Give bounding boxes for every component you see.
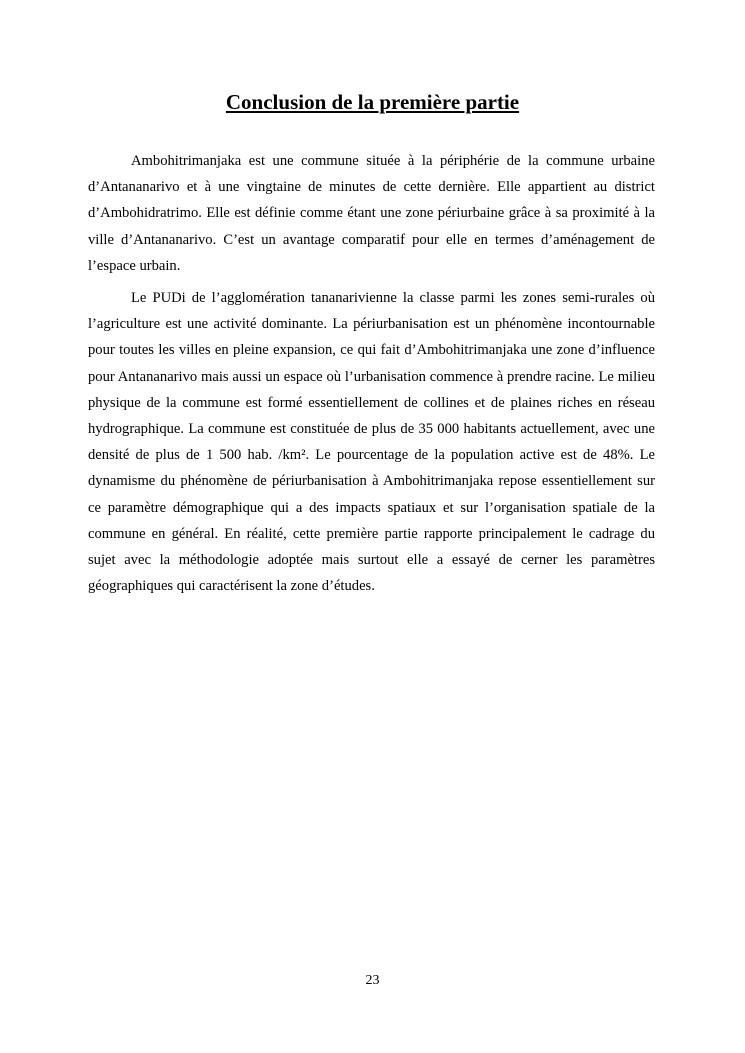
- page-number: 23: [365, 973, 380, 988]
- paragraph-1: Ambohitrimanjaka est une commune située à la périphérie de la commune urbaine d’Antananarivo et à une vingtaine de minutes de cette dernière. Elle appartient au district d’Ambohidratrimo. Elle est définie comme étant une zone périurbaine grâce à sa proximité à la ville d’Antananarivo. C’est un avantage comparatif pour elle en termes d’aménagement de l’espace urbain.: [88, 153, 655, 274]
- paragraph-2: Le PUDi de l’agglomération tananarivienne la classe parmi les zones semi-rurales où l’agriculture est une activité dominante. La périurbanisation est un phénomène incontournable pour toutes les villes en pleine expansion, ce qui fait d’Ambohitrimanjaka une zone d’influence pour Antananarivo mais aussi un espace où l’urbanisation commence à prendre racine. Le milieu physique de la commune est formé essentiellement de collines et de plaines riches en réseau hydrographique. La commune est constituée de plus de 35 000 habitants actuellement, avec une densité de plus de 1 500 hab. /km². Le pourcentage de la population active est de 48%. Le dynamisme du phénomène de périurbanisation à Ambohitrimanjaka repose essentiellement sur ce paramètre démographique qui a des impacts spatiaux et sur l’organisation spatiale de la commune en général. En réalité, cette première partie rapporte principalement le cadrage du sujet avec la méthodologie adoptée mais surtout elle a essayé de cerner les paramètres géographiques qui caractérisent la zone d’études.: [88, 290, 655, 595]
- section-title: Conclusion de la première partie: [225, 90, 520, 114]
- body-text: [88, 148, 655, 605]
